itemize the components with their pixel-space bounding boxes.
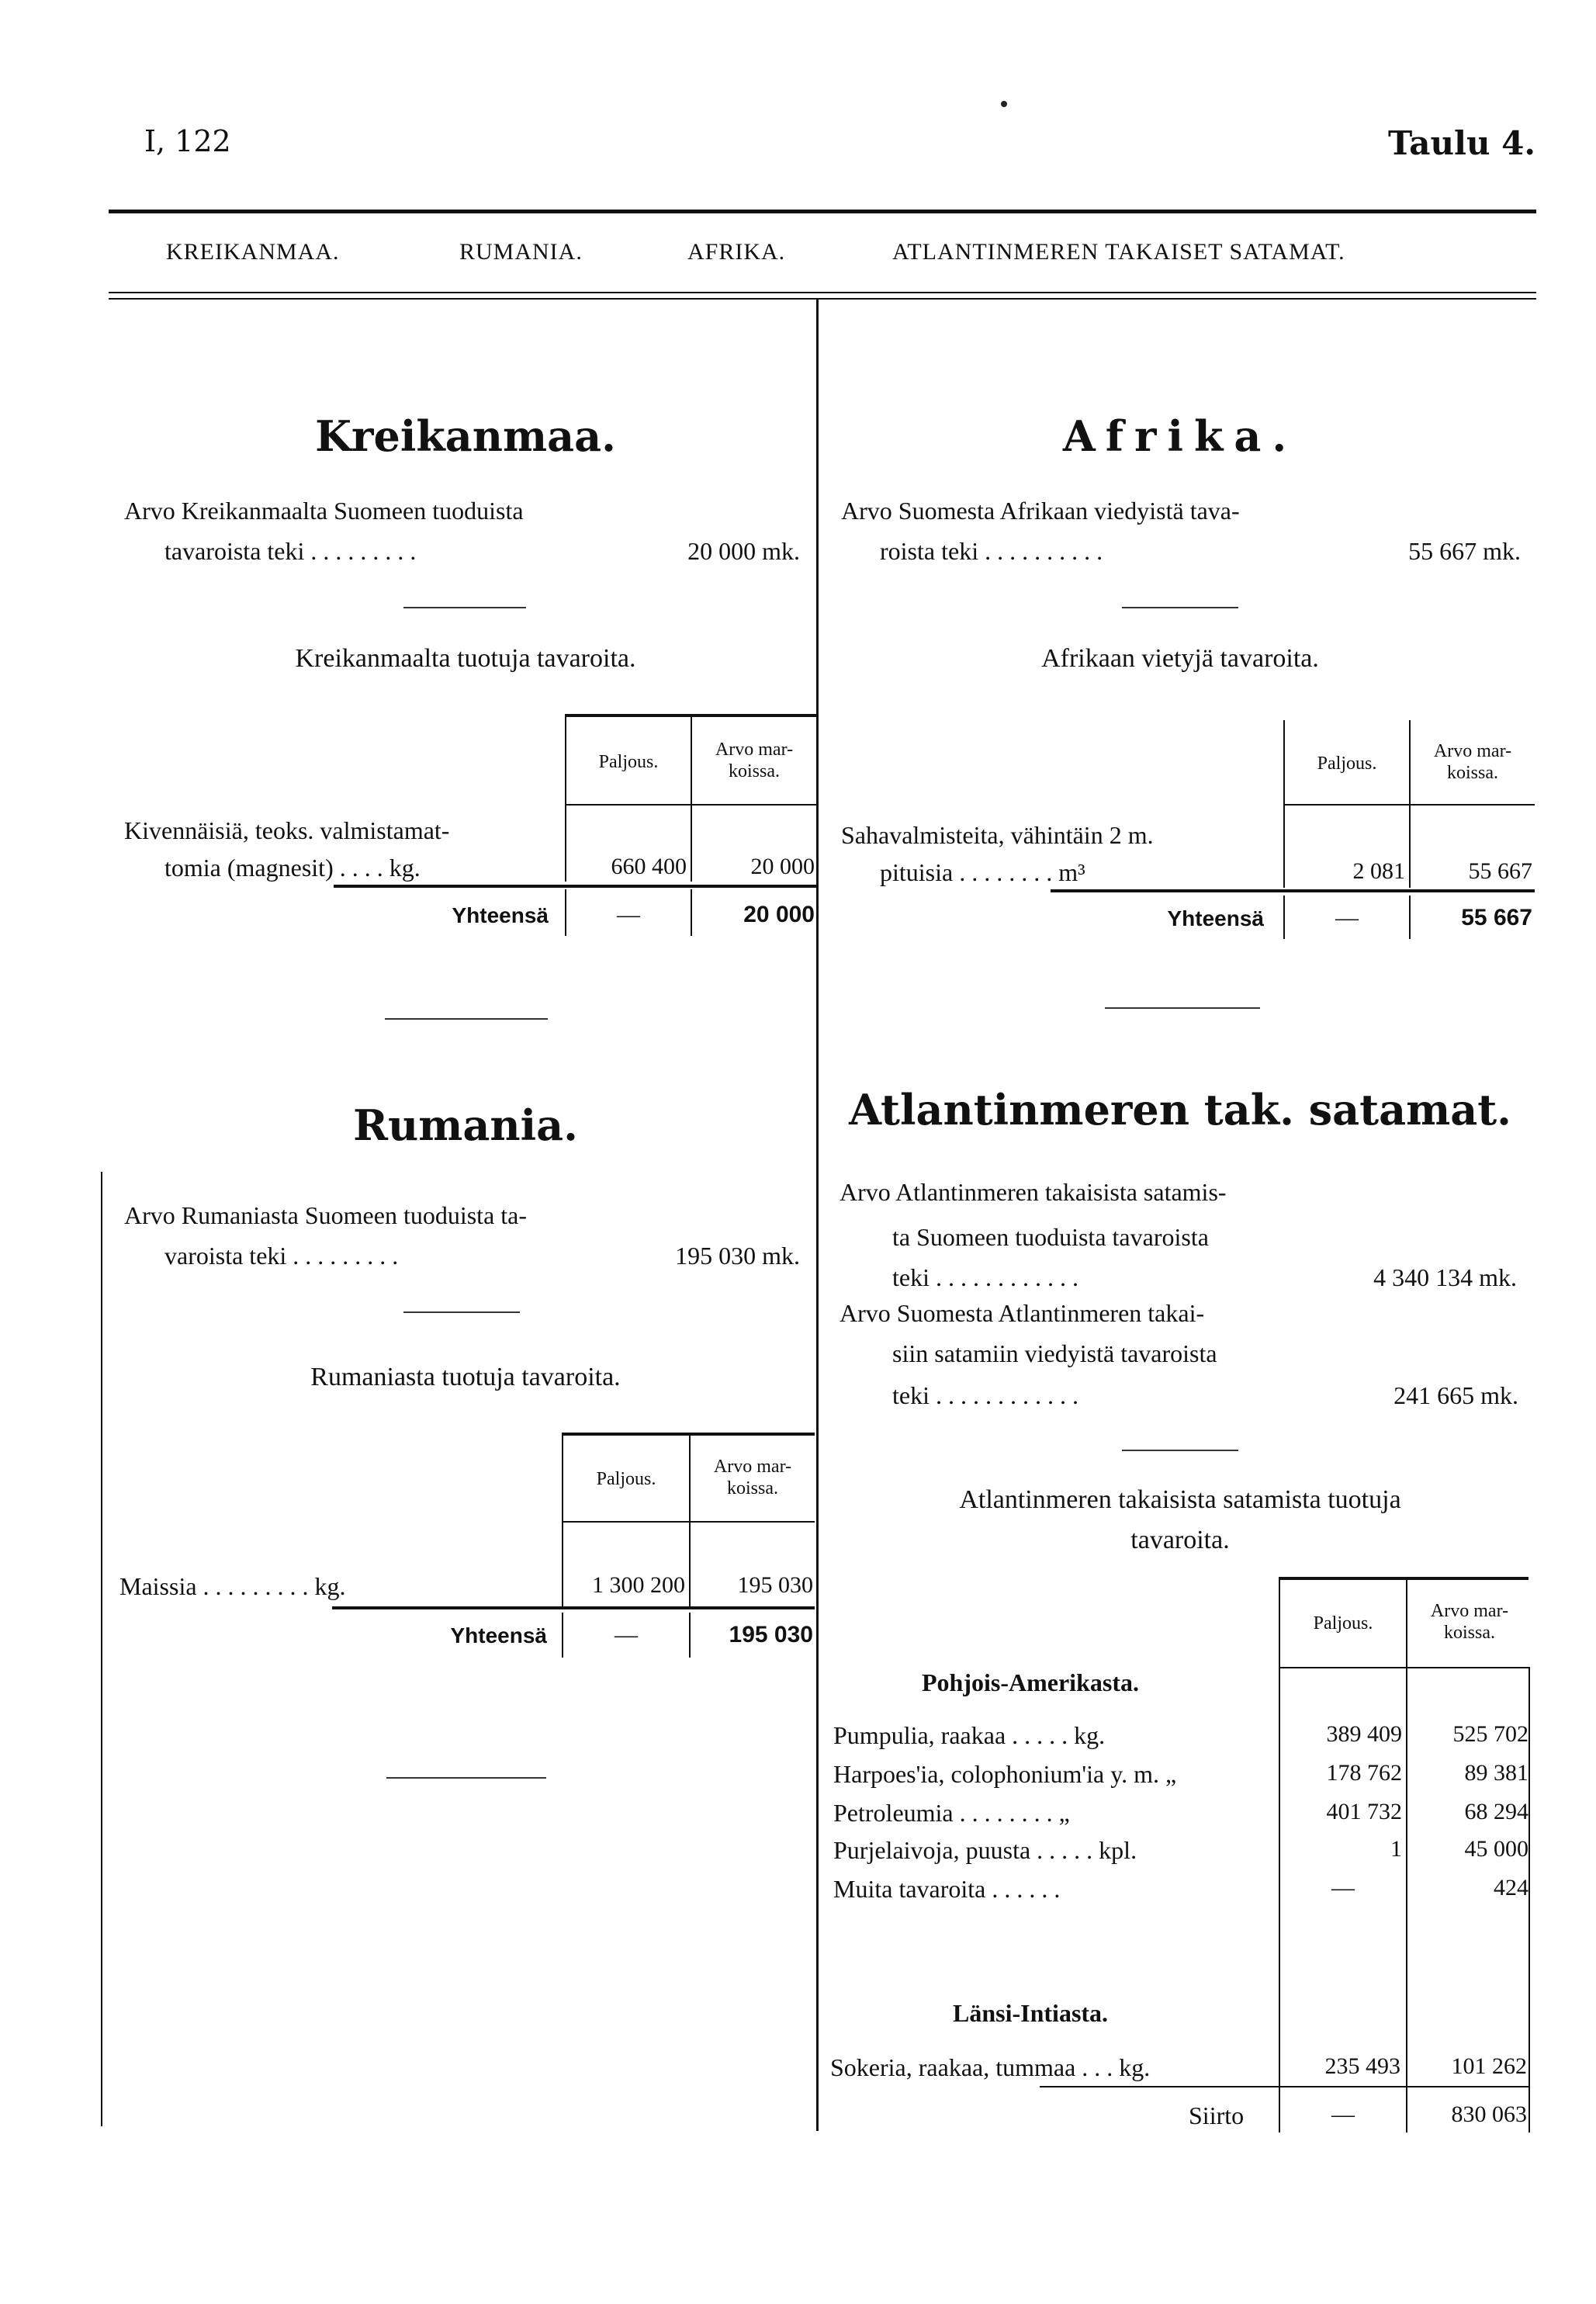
value-text-line1: Arvo Rumaniasta Suomeen tuoduista ta-: [124, 1201, 528, 1229]
table-row-value: 89 381: [1464, 1760, 1528, 1786]
table-vline: [562, 1521, 563, 1608]
table-vline: [1409, 804, 1411, 888]
col-header-arvo: [691, 1456, 815, 1499]
table-vline: [1283, 804, 1285, 888]
total-rule: [332, 1606, 815, 1609]
section-title: Afrika.: [1062, 411, 1298, 461]
siirto-label: Siirto: [1189, 2101, 1245, 2129]
col-header-arvo-l1: Arvo mar-: [715, 740, 794, 760]
total-label: Yhteensä: [450, 1623, 547, 1647]
section-subtitle: Kreikanmaalta tuotuja tavaroita.: [295, 644, 636, 673]
col-header-paljous: Paljous.: [1313, 1613, 1373, 1634]
separator-rule: [1105, 1007, 1260, 1009]
col-header-arvo-l1: Arvo mar-: [1433, 741, 1512, 761]
total-qty: —: [615, 1622, 638, 1647]
table-vline: [691, 804, 692, 882]
col-header-arvo-l1: Arvo mar-: [1430, 1601, 1509, 1621]
value-text-line1: Arvo Kreikanmaalta Suomeen tuoduista: [124, 497, 524, 525]
group-heading: Länsi-Intiasta.: [953, 1999, 1109, 2027]
table-row-label: Maissia . . . . . . . . . kg.: [119, 1572, 346, 1600]
total-value: 20 000: [743, 902, 815, 927]
total-label: Yhteensä: [452, 903, 549, 927]
table-row-qty: 178 762: [1326, 1760, 1402, 1786]
separator-rule: [1122, 1450, 1238, 1451]
value-text-line1: Arvo Suomesta Afrikaan viedyistä tava-: [841, 497, 1240, 525]
col-header-arvo: [692, 739, 816, 782]
value-text-line2: tavaroista teki . . . . . . . . .: [164, 537, 417, 565]
table-row-value: 45 000: [1464, 1836, 1528, 1862]
table-row-label: Petroleumia . . . . . . . . „: [833, 1799, 1070, 1827]
table-row-label: Purjelaivoja, puusta . . . . . kpl.: [833, 1836, 1137, 1864]
section-subtitle: Afrikaan vietyjä tavaroita.: [1041, 644, 1319, 673]
total-qty: —: [1335, 905, 1359, 930]
table-top-rule: [562, 1433, 815, 1436]
table-row-label: Muita tavaroita . . . . . .: [833, 1875, 1061, 1903]
header-top-rule: [109, 210, 1536, 213]
table-vline: [1528, 1667, 1530, 2132]
table-vline: [1409, 896, 1411, 939]
table-row-label-line2: tomia (magnesit) . . . . kg.: [164, 854, 421, 882]
col-header-arvo: [1411, 740, 1535, 784]
table-row-qty: 2 081: [1352, 858, 1405, 884]
siirto-rule: [1040, 2086, 1528, 2087]
separator-rule: [386, 1777, 546, 1779]
col-header-paljous: Paljous.: [1317, 754, 1377, 774]
table-row-value: 68 294: [1464, 1799, 1528, 1824]
header-item-rumania: RUMANIA.: [459, 239, 583, 265]
value-amount: 195 030 mk.: [675, 1242, 800, 1270]
col-header-arvo-l2: koissa.: [729, 761, 780, 781]
table-row-qty: 1: [1390, 1836, 1402, 1862]
section-subtitle-line2: tavaroita.: [1130, 1526, 1230, 1554]
siirto-qty: —: [1331, 2101, 1355, 2127]
export-amount: 241 665 mk.: [1393, 1381, 1518, 1409]
export-text-line2: siin satamiin viedyistä tavaroista: [892, 1339, 1217, 1367]
total-value: 55 667: [1461, 905, 1532, 930]
header-item-afrika: AFRIKA.: [687, 239, 786, 265]
separator-rule: [1122, 607, 1238, 608]
separator-rule: [403, 1311, 520, 1313]
table-vline: [1406, 1667, 1407, 2132]
table-row-value: 525 702: [1452, 1721, 1528, 1747]
table-top-rule: [1279, 1577, 1528, 1580]
table-row-qty: 660 400: [611, 854, 687, 879]
table-row-value: 20 000: [750, 854, 815, 879]
table-label: Taulu 4.: [1388, 124, 1535, 162]
table-vline: [689, 1613, 691, 1658]
siirto-value: 830 063: [1451, 2101, 1527, 2127]
table-row-label: Pumpulia, raakaa . . . . . kg.: [833, 1721, 1106, 1749]
total-label: Yhteensä: [1167, 906, 1264, 930]
col-header-paljous: Paljous.: [598, 752, 659, 772]
page-number: I, 122: [144, 124, 231, 158]
export-text-line1: Arvo Suomesta Atlantinmeren takai-: [840, 1299, 1205, 1327]
total-rule: [1051, 889, 1535, 892]
table-row-label-line1: Sahavalmisteita, vähintäin 2 m.: [841, 821, 1154, 849]
import-text-line2: ta Suomeen tuoduista tavaroista: [892, 1223, 1209, 1251]
col-header-arvo-l1: Arvo mar-: [713, 1457, 792, 1477]
section-title: Kreikanmaa.: [315, 411, 616, 461]
section-title: Rumania.: [353, 1100, 578, 1150]
header-item-atlantti: ATLANTINMEREN TAKAISET SATAMAT.: [892, 239, 1345, 265]
table-row-value: 101 262: [1451, 2053, 1527, 2079]
table-row-value: 195 030: [737, 1572, 813, 1598]
table-row-label: Harpoes'ia, colophonium'ia y. m. „: [833, 1760, 1177, 1788]
import-text-line1: Arvo Atlantinmeren takaisista satamis-: [840, 1178, 1227, 1206]
table-row-label-line2: pituisia . . . . . . . . m³: [880, 858, 1085, 886]
header-bottom-rule: [109, 292, 1536, 293]
column-divider: [816, 300, 819, 2131]
section-subtitle-line1: Atlantinmeren takaisista satamista tuotuja: [959, 1485, 1401, 1514]
table-row-value: 55 667: [1468, 858, 1532, 884]
total-rule: [334, 885, 816, 888]
total-qty: —: [617, 902, 640, 927]
table-row-label-line1: Kivennäisiä, teoks. valmistamat-: [124, 816, 450, 844]
import-text-line3: teki . . . . . . . . . . . .: [892, 1263, 1078, 1291]
col-header-arvo-l2: koissa.: [1447, 763, 1498, 783]
group-heading: Pohjois-Amerikasta.: [922, 1668, 1139, 1696]
table-vline: [689, 1521, 691, 1608]
table-row-qty: 235 493: [1324, 2053, 1400, 2079]
section-subtitle: Rumaniasta tuotuja tavaroita.: [310, 1363, 621, 1391]
table-row-qty: 1 300 200: [592, 1572, 685, 1598]
table-row-qty: 401 732: [1326, 1799, 1402, 1824]
col-header-arvo: [1407, 1600, 1532, 1644]
separator-rule: [403, 607, 526, 608]
value-amount: 20 000 mk.: [687, 537, 800, 565]
export-text-line3: teki . . . . . . . . . . . .: [892, 1381, 1078, 1409]
left-border-rule: [101, 1172, 102, 2126]
value-text-line2: roista teki . . . . . . . . . .: [880, 537, 1103, 565]
table-row-value: 424: [1494, 1875, 1528, 1900]
col-header-arvo-l2: koissa.: [1444, 1623, 1495, 1643]
table-header-rule: [562, 1521, 815, 1523]
table-row-label: Sokeria, raakaa, tummaa . . . kg.: [830, 2053, 1151, 2081]
total-value: 195 030: [729, 1622, 813, 1647]
col-header-arvo-l2: koissa.: [727, 1478, 778, 1498]
printing-dot: [1001, 101, 1007, 107]
table-vline: [565, 804, 566, 882]
header-item-kreikanmaa: KREIKANMAA.: [166, 239, 340, 265]
import-amount: 4 340 134 mk.: [1373, 1263, 1517, 1291]
table-vline: [691, 889, 692, 936]
value-amount: 55 667 mk.: [1408, 537, 1521, 565]
col-header-paljous: Paljous.: [596, 1469, 656, 1489]
header-bottom-rule-2: [109, 298, 1536, 300]
table-header-rule: [1279, 1667, 1528, 1668]
table-row-qty: —: [1331, 1875, 1355, 1900]
value-text-line2: varoista teki . . . . . . . . .: [164, 1242, 399, 1270]
section-title: Atlantinmeren tak. satamat.: [849, 1085, 1511, 1135]
table-row-qty: 389 409: [1326, 1721, 1402, 1747]
separator-rule: [385, 1018, 548, 1020]
